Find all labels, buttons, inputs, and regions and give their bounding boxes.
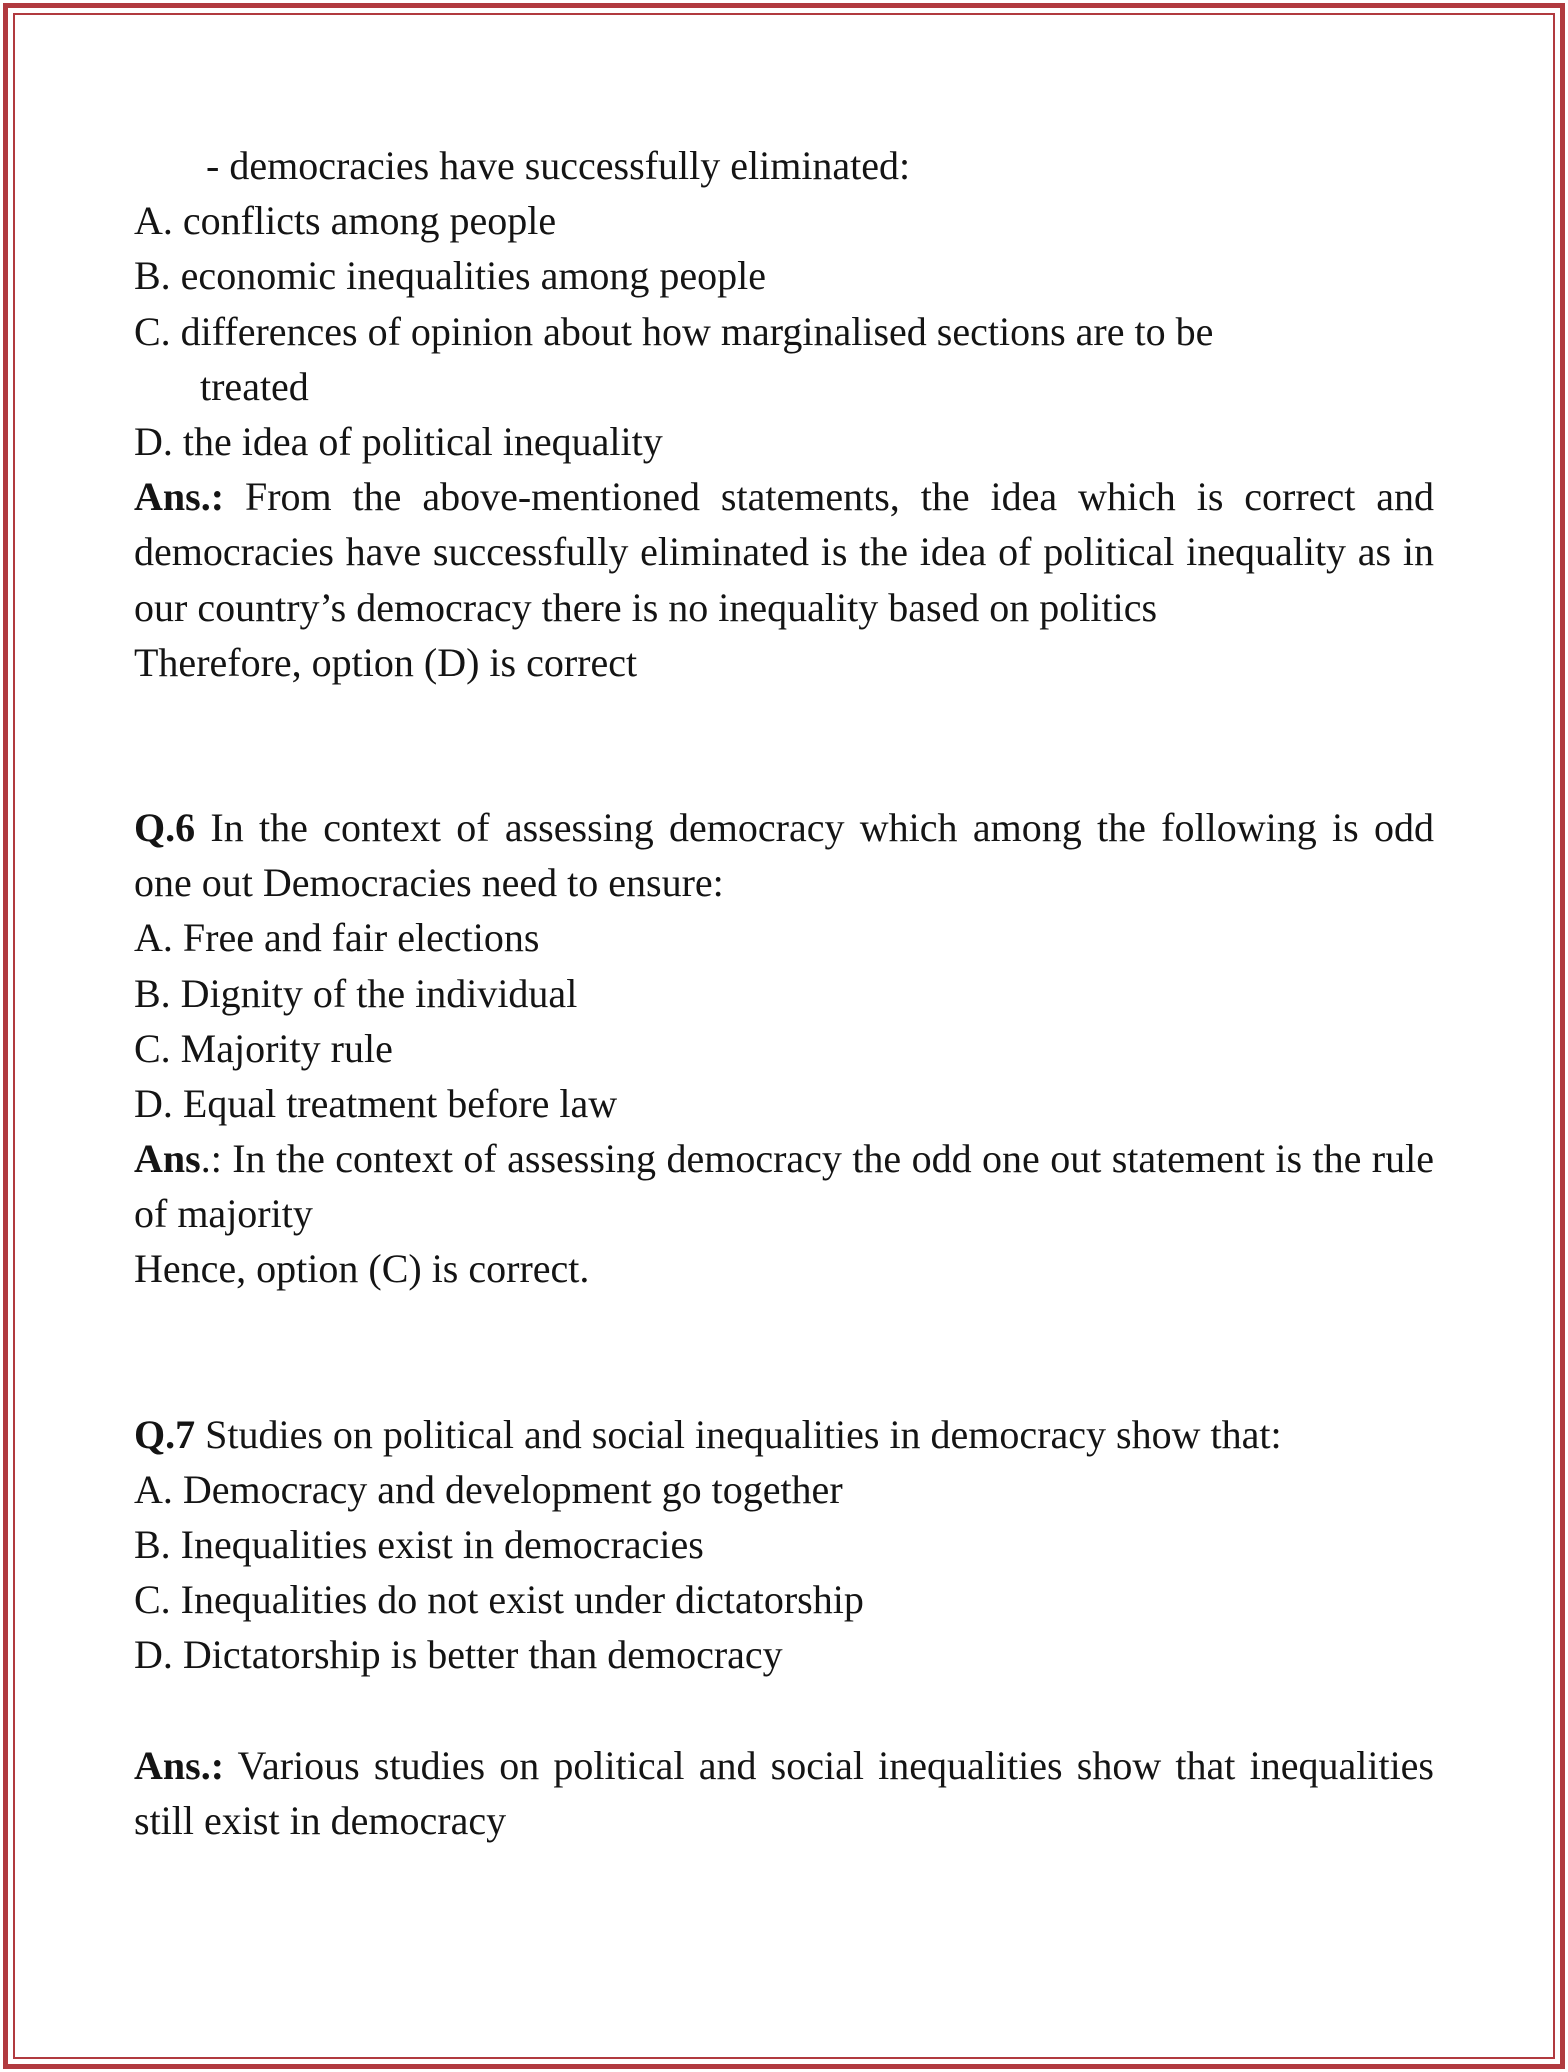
answer-text: Various studies on political and social inequalities show that inequalities still exist in democracy (134, 1742, 1434, 1843)
spacer (134, 1297, 1434, 1407)
question-text (134, 1407, 1434, 1462)
question-7 (134, 1407, 1434, 1848)
option-b: B. economic inequalities among people (134, 253, 767, 299)
option-b: B. Dignity of the individual (134, 970, 578, 1016)
question-text (134, 800, 1434, 910)
answer-paragraph (134, 1131, 1434, 1241)
answer-text: .: In the context of assessing democracy the odd one out statement is the rule of majority (134, 1136, 1434, 1237)
answer-label: Ans.: (134, 1742, 225, 1788)
question-5-continued (134, 138, 1434, 690)
option-d: D. Dictatorship is better than democracy (134, 1632, 783, 1678)
answer-paragraph (134, 469, 1434, 635)
answer-paragraph (134, 1738, 1434, 1848)
option-b: B. Inequalities exist in democracies (134, 1522, 704, 1568)
option-a: A. Democracy and development go together (134, 1466, 843, 1512)
option-a: A. conflicts among people (134, 198, 557, 244)
answer-conclusion: Therefore, option (D) is correct (134, 639, 638, 685)
option-d: D. the idea of political inequality (134, 418, 663, 464)
answer-text: From the above-mentioned statements, the idea which is correct and democracies have successfully eliminated is the idea of political inequality as in our country’s democracy there is no inequality based on politics (134, 474, 1434, 630)
option-a: A. Free and fair elections (134, 915, 540, 961)
option-d: D. Equal treatment before law (134, 1080, 618, 1126)
option-c-continued: treated (200, 363, 309, 409)
option-c: C. differences of opinion about how marginalised sections are to be (134, 308, 1214, 354)
answer-label: Ans (134, 1136, 201, 1182)
spacer (134, 1683, 1434, 1738)
answer-conclusion: Hence, option (C) is correct. (134, 1246, 590, 1292)
option-c: C. Inequalities do not exist under dictatorship (134, 1577, 864, 1623)
question-6 (134, 800, 1434, 1297)
question-body: In the context of assessing democracy which among the following is odd one out Democracies need to ensure: (134, 804, 1434, 906)
question-number: Q.6 (134, 804, 196, 850)
question-number: Q.7 (134, 1411, 196, 1457)
spacer (134, 690, 1434, 800)
document-content (134, 138, 1434, 1848)
option-c: C. Majority rule (134, 1025, 393, 1071)
question-body: Studies on political and social inequalities in democracy show that: (195, 1411, 1282, 1457)
question-lead: - democracies have successfully eliminated: (206, 143, 911, 188)
answer-label: Ans.: (134, 474, 225, 520)
